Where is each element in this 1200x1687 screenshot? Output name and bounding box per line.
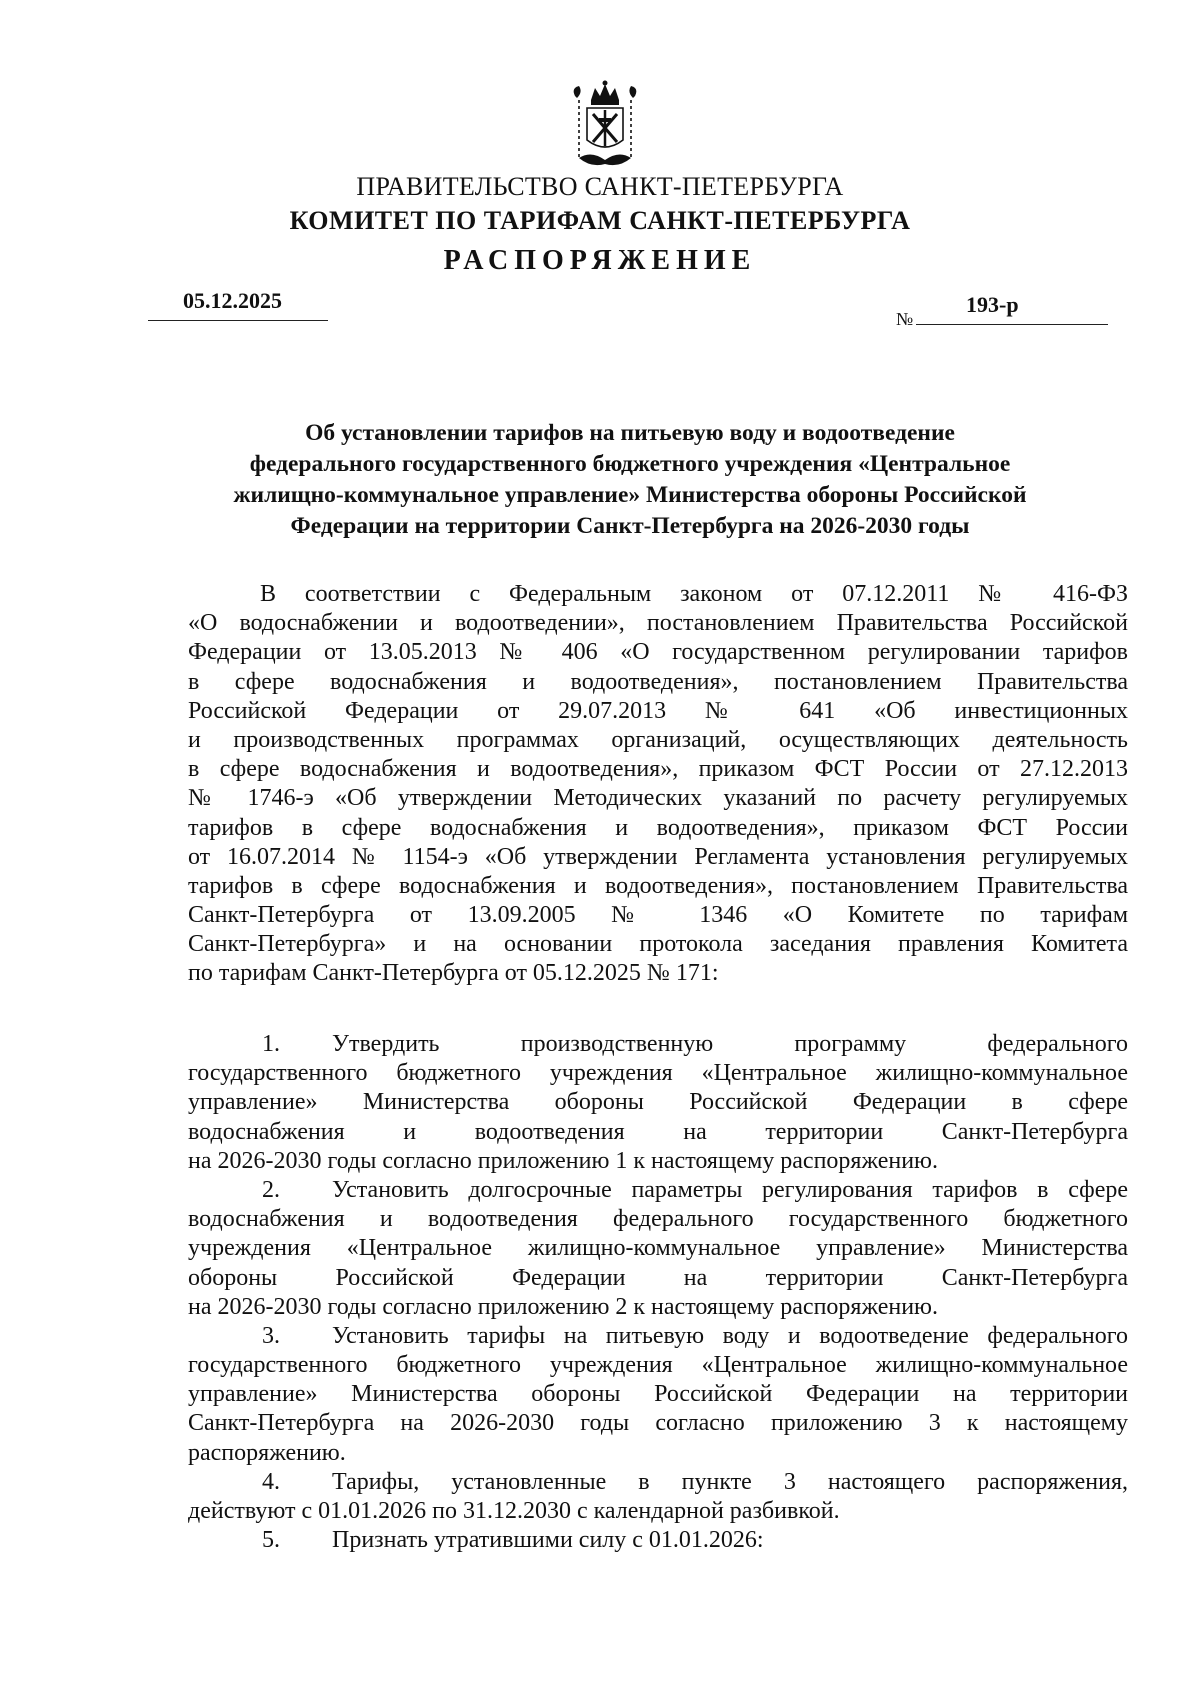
list-item-line: управление» Министерства обороны Российской Федерации в сфере xyxy=(188,1089,1128,1116)
preamble-paragraph xyxy=(188,580,1128,989)
list-item: 3. Установить тарифы на питьевую воду и водоотведение федерального xyxy=(262,1322,1128,1349)
preamble-line: тарифов в сфере водоснабжения и водоотведения», постановлением Правительства xyxy=(188,872,1128,899)
resolution-items xyxy=(188,1030,1128,1555)
title-line: жилищно-коммунальное управление» Министерства обороны Российской xyxy=(233,482,1027,508)
document-date: 05.12.2025 xyxy=(183,288,282,313)
list-item: 5. Признать утратившими силу с 01.01.2026: xyxy=(262,1527,764,1554)
list-item-line: Санкт-Петербурга на 2026-2030 годы согласно приложению 3 к настоящему xyxy=(188,1410,1128,1437)
document-type: РАСПОРЯЖЕНИЕ xyxy=(443,245,757,276)
list-item: 4. Тарифы, установленные в пункте 3 настоящего распоряжения, xyxy=(262,1468,1128,1495)
date-underline xyxy=(148,320,328,321)
list-item-line: на 2026-2030 годы согласно приложению 1 к настоящему распоряжению. xyxy=(188,1147,938,1174)
preamble-line: в сфере водоснабжения и водоотведения», приказом ФСТ России от 27.12.2013 xyxy=(188,756,1128,783)
preamble-line: по тарифам Санкт-Петербурга от 05.12.2025 № 171: xyxy=(188,960,719,987)
preamble-line: Федерации от 13.05.2013 № 406 «О государственном регулировании тарифов xyxy=(188,639,1128,666)
committee-name: КОМИТЕТ ПО ТАРИФАМ САНКТ-ПЕТЕРБУРГА xyxy=(289,206,911,235)
list-item-line: государственного бюджетного учреждения «Центральное жилищно-коммунальное xyxy=(188,1060,1128,1087)
preamble-line: Санкт-Петербурга от 13.09.2005 № 1346 «О Комитете по тарифам xyxy=(188,902,1128,929)
preamble-line: и производственных программах организаций, осуществляющих деятельность xyxy=(188,726,1128,753)
list-item: 1. Утвердить производственную программу федерального xyxy=(262,1031,1128,1057)
preamble-line: «О водоснабжении и водоотведении», постановлением Правительства Российской xyxy=(188,610,1128,637)
government-name: ПРАВИТЕЛЬСТВО САНКТ-ПЕТЕРБУРГА xyxy=(356,172,844,201)
title-line: Об установлении тарифов на питьевую воду и водоотведение xyxy=(305,420,955,446)
document-number: 193-р xyxy=(966,292,1019,317)
list-item-line: учреждения «Центральное жилищно-коммунальное управление» Министерства xyxy=(188,1235,1128,1262)
coat-of-arms-icon xyxy=(565,78,645,170)
list-item-line: обороны Российской Федерации на территории Санкт-Петербурга xyxy=(188,1264,1128,1291)
list-item-line: на 2026-2030 годы согласно приложению 2 к настоящему распоряжению. xyxy=(188,1293,938,1320)
preamble-line: Санкт-Петербурга» и на основании протокола заседания правления Комитета xyxy=(188,931,1128,958)
list-item-line: водоснабжения и водоотведения на территории Санкт-Петербурга xyxy=(188,1118,1128,1145)
title-line: Федерации на территории Санкт-Петербурга на 2026-2030 годы xyxy=(290,513,970,539)
list-item-line: действуют с 01.01.2026 по 31.12.2030 с календарной разбивкой. xyxy=(188,1498,840,1524)
preamble-line: Российской Федерации от 29.07.2013 № 641 «Об инвестиционных xyxy=(188,697,1128,724)
title-line: федерального государственного бюджетного учреждения «Центральное xyxy=(249,451,1011,477)
document-title xyxy=(160,418,1100,542)
preamble-line: тарифов в сфере водоснабжения и водоотведения», приказом ФСТ России xyxy=(188,814,1128,841)
list-item-line: управление» Министерства обороны Российской Федерации на территории xyxy=(188,1381,1128,1408)
preamble-line: от 16.07.2014 № 1154-э «Об утверждении Регламента установления регулируемых xyxy=(188,843,1128,870)
preamble-line: в сфере водоснабжения и водоотведения», постановлением Правительства xyxy=(188,668,1128,695)
list-item-line: водоснабжения и водоотведения федерального государственного бюджетного xyxy=(188,1206,1128,1233)
preamble-line: № 1746-э «Об утверждении Методических указаний по расчету регулируемых xyxy=(188,785,1128,812)
number-sign: № xyxy=(896,309,914,329)
list-item-line: распоряжению. xyxy=(188,1439,346,1466)
number-underline xyxy=(916,324,1108,325)
list-item-line: государственного бюджетного учреждения «Центральное жилищно-коммунальное xyxy=(188,1352,1128,1379)
preamble-line: В соответствии с Федеральным законом от 07.12.2011 № 416-ФЗ xyxy=(260,581,1128,607)
list-item: 2. Установить долгосрочные параметры регулирования тарифов в сфере xyxy=(262,1176,1128,1203)
